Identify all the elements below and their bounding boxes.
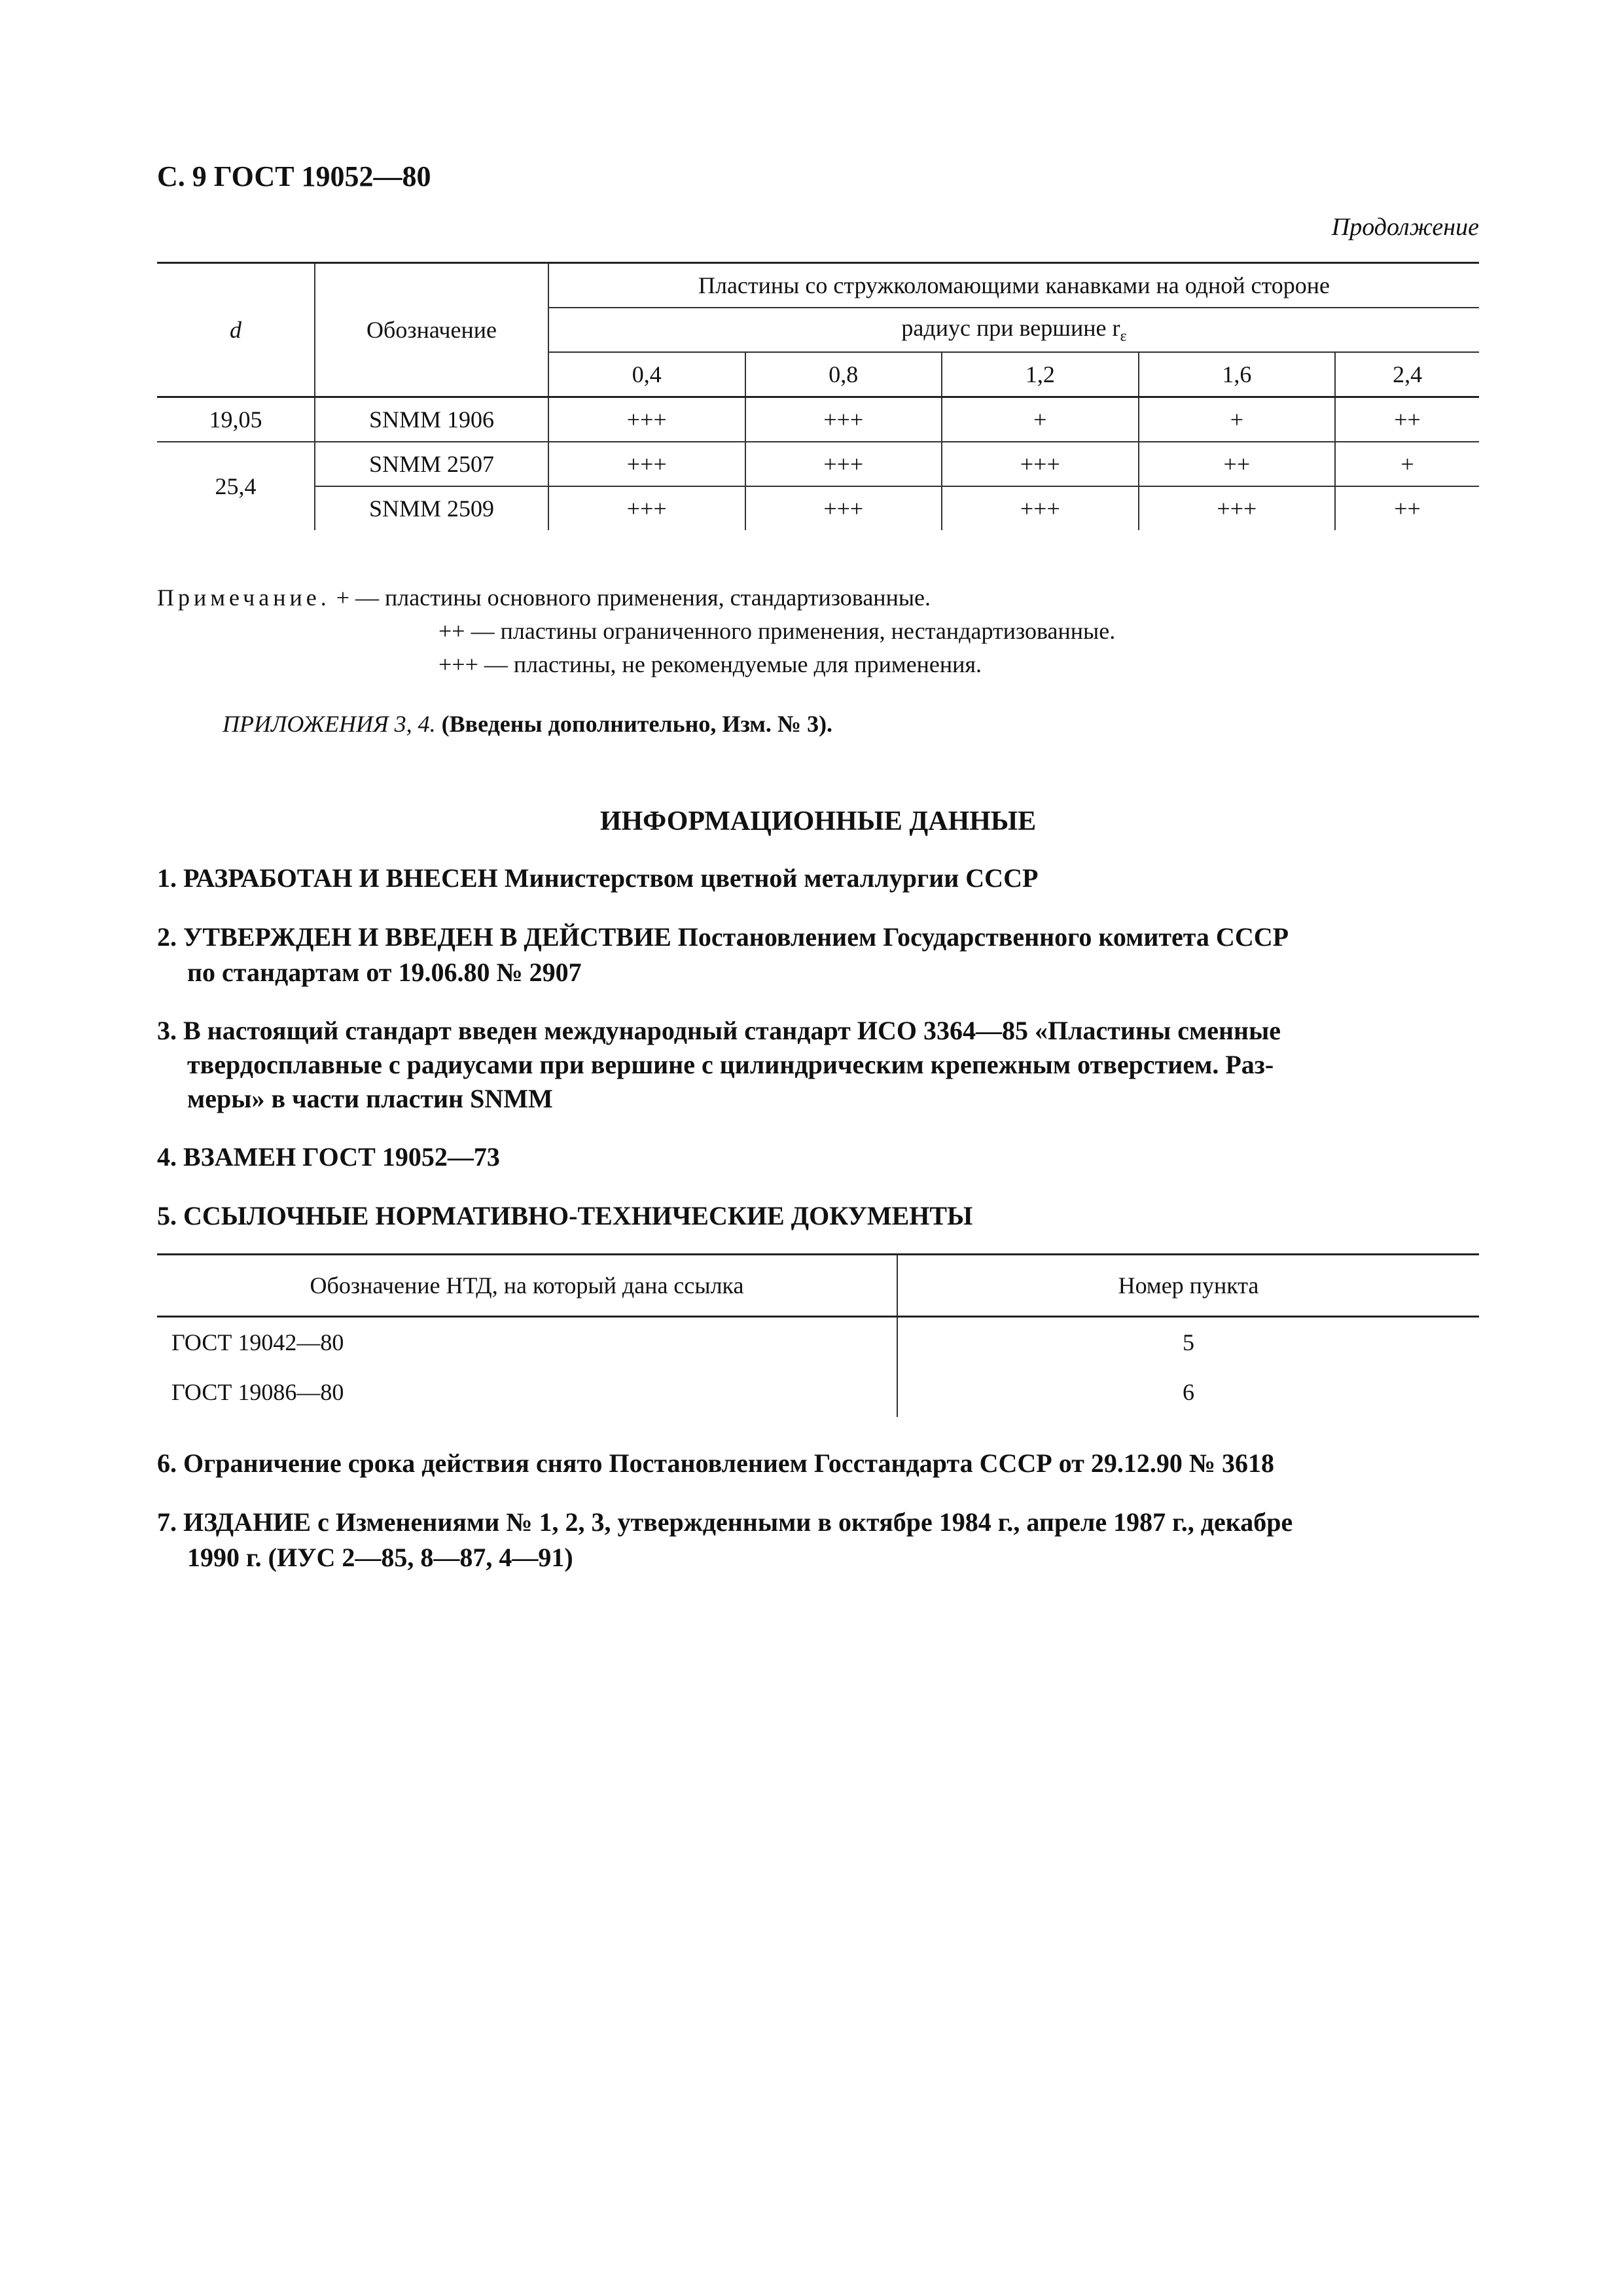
appendix-note: ПРИЛОЖЕНИЯ 3, 4. (Введены дополнительно, Изм. № 3). [223,711,833,737]
radius-col: 0,4 [548,352,745,397]
page-title: С. 9 ГОСТ 19052—80 [157,160,431,192]
table-note: Примечание. + — пластины основного применения, стандартизованные. ++ — пластины ограниченного применения, нестандартизованные. +++ — пластины, не рекомендуемые для применения. [157,584,1116,677]
radius-header: радиус при вершине $r_\varepsilon$ [548,308,1479,352]
references-table [157,1253,1479,1417]
inserts-table [157,262,1479,530]
info-item-2: 2. УТВЕРЖДЕН И ВВЕДЕН В ДЕЙСТВИЕ Постановлением Государственного комитета СССР по стандартам от 19.06.80 № 2907 [157,922,1289,987]
radius-col: 1,6 [1139,352,1336,397]
info-item-5: 5. ССЫЛОЧНЫЕ НОРМАТИВНО-ТЕХНИЧЕСКИЕ ДОКУМЕНТЫ [157,1201,973,1230]
info-title: ИНФОРМАЦИОННЫЕ ДАННЫЕ [599,806,1037,836]
table-row: ГОСТ 19086—80 6 [157,1367,1479,1417]
document-page [157,157,1479,1575]
table-row: SNMM 2509 +++ +++ +++ +++ ++ [157,486,1479,530]
info-item-3: 3. В настоящий стандарт введен международный стандарт ИСО 3364—85 «Пластины сменные твердосплавные с радиусами при вершине с цилиндрическим крепежным отверстием. Раз- меры» в части пластин SNMM [157,1016,1281,1113]
col-designation-header: Обозначение [315,263,548,397]
radius-col: 1,2 [942,352,1139,397]
info-item-1: 1. РАЗРАБОТАН И ВНЕСЕН Министерством цветной металлургии СССР [157,863,1039,893]
info-item-7: 7. ИЗДАНИЕ с Изменениями № 1, 2, 3, утвержденными в октябре 1984 г., апреле 1987 г., декабре 1990 г. (ИУС 2—85, 8—87, 4—91) [157,1507,1293,1572]
col-document-header: Обозначение НТД, на который дана ссылка [157,1255,897,1317]
note-lead: Примечание. [157,584,330,611]
table-row: ГОСТ 19042—80 5 [157,1317,1479,1368]
info-item-6: 6. Ограничение срока действия снято Постановлением Госстандарта СССР от 29.12.90 № 3618 [157,1448,1275,1478]
radius-col: 0,8 [745,352,942,397]
continued-label: Продолжение [1331,213,1479,241]
table-row: 19,05 SNMM 1906 +++ +++ + + ++ [157,397,1479,442]
group-header: Пластины со стружколомающими канавками на одной стороне [548,263,1479,308]
radius-col: 2,4 [1335,352,1479,397]
table-row: 25,4 SNMM 2507 +++ +++ +++ ++ + [157,442,1479,486]
col-d-header: d [157,263,315,397]
col-clause-header: Номер пункта [897,1255,1479,1317]
info-item-4: 4. ВЗАМЕН ГОСТ 19052—73 [157,1142,500,1172]
